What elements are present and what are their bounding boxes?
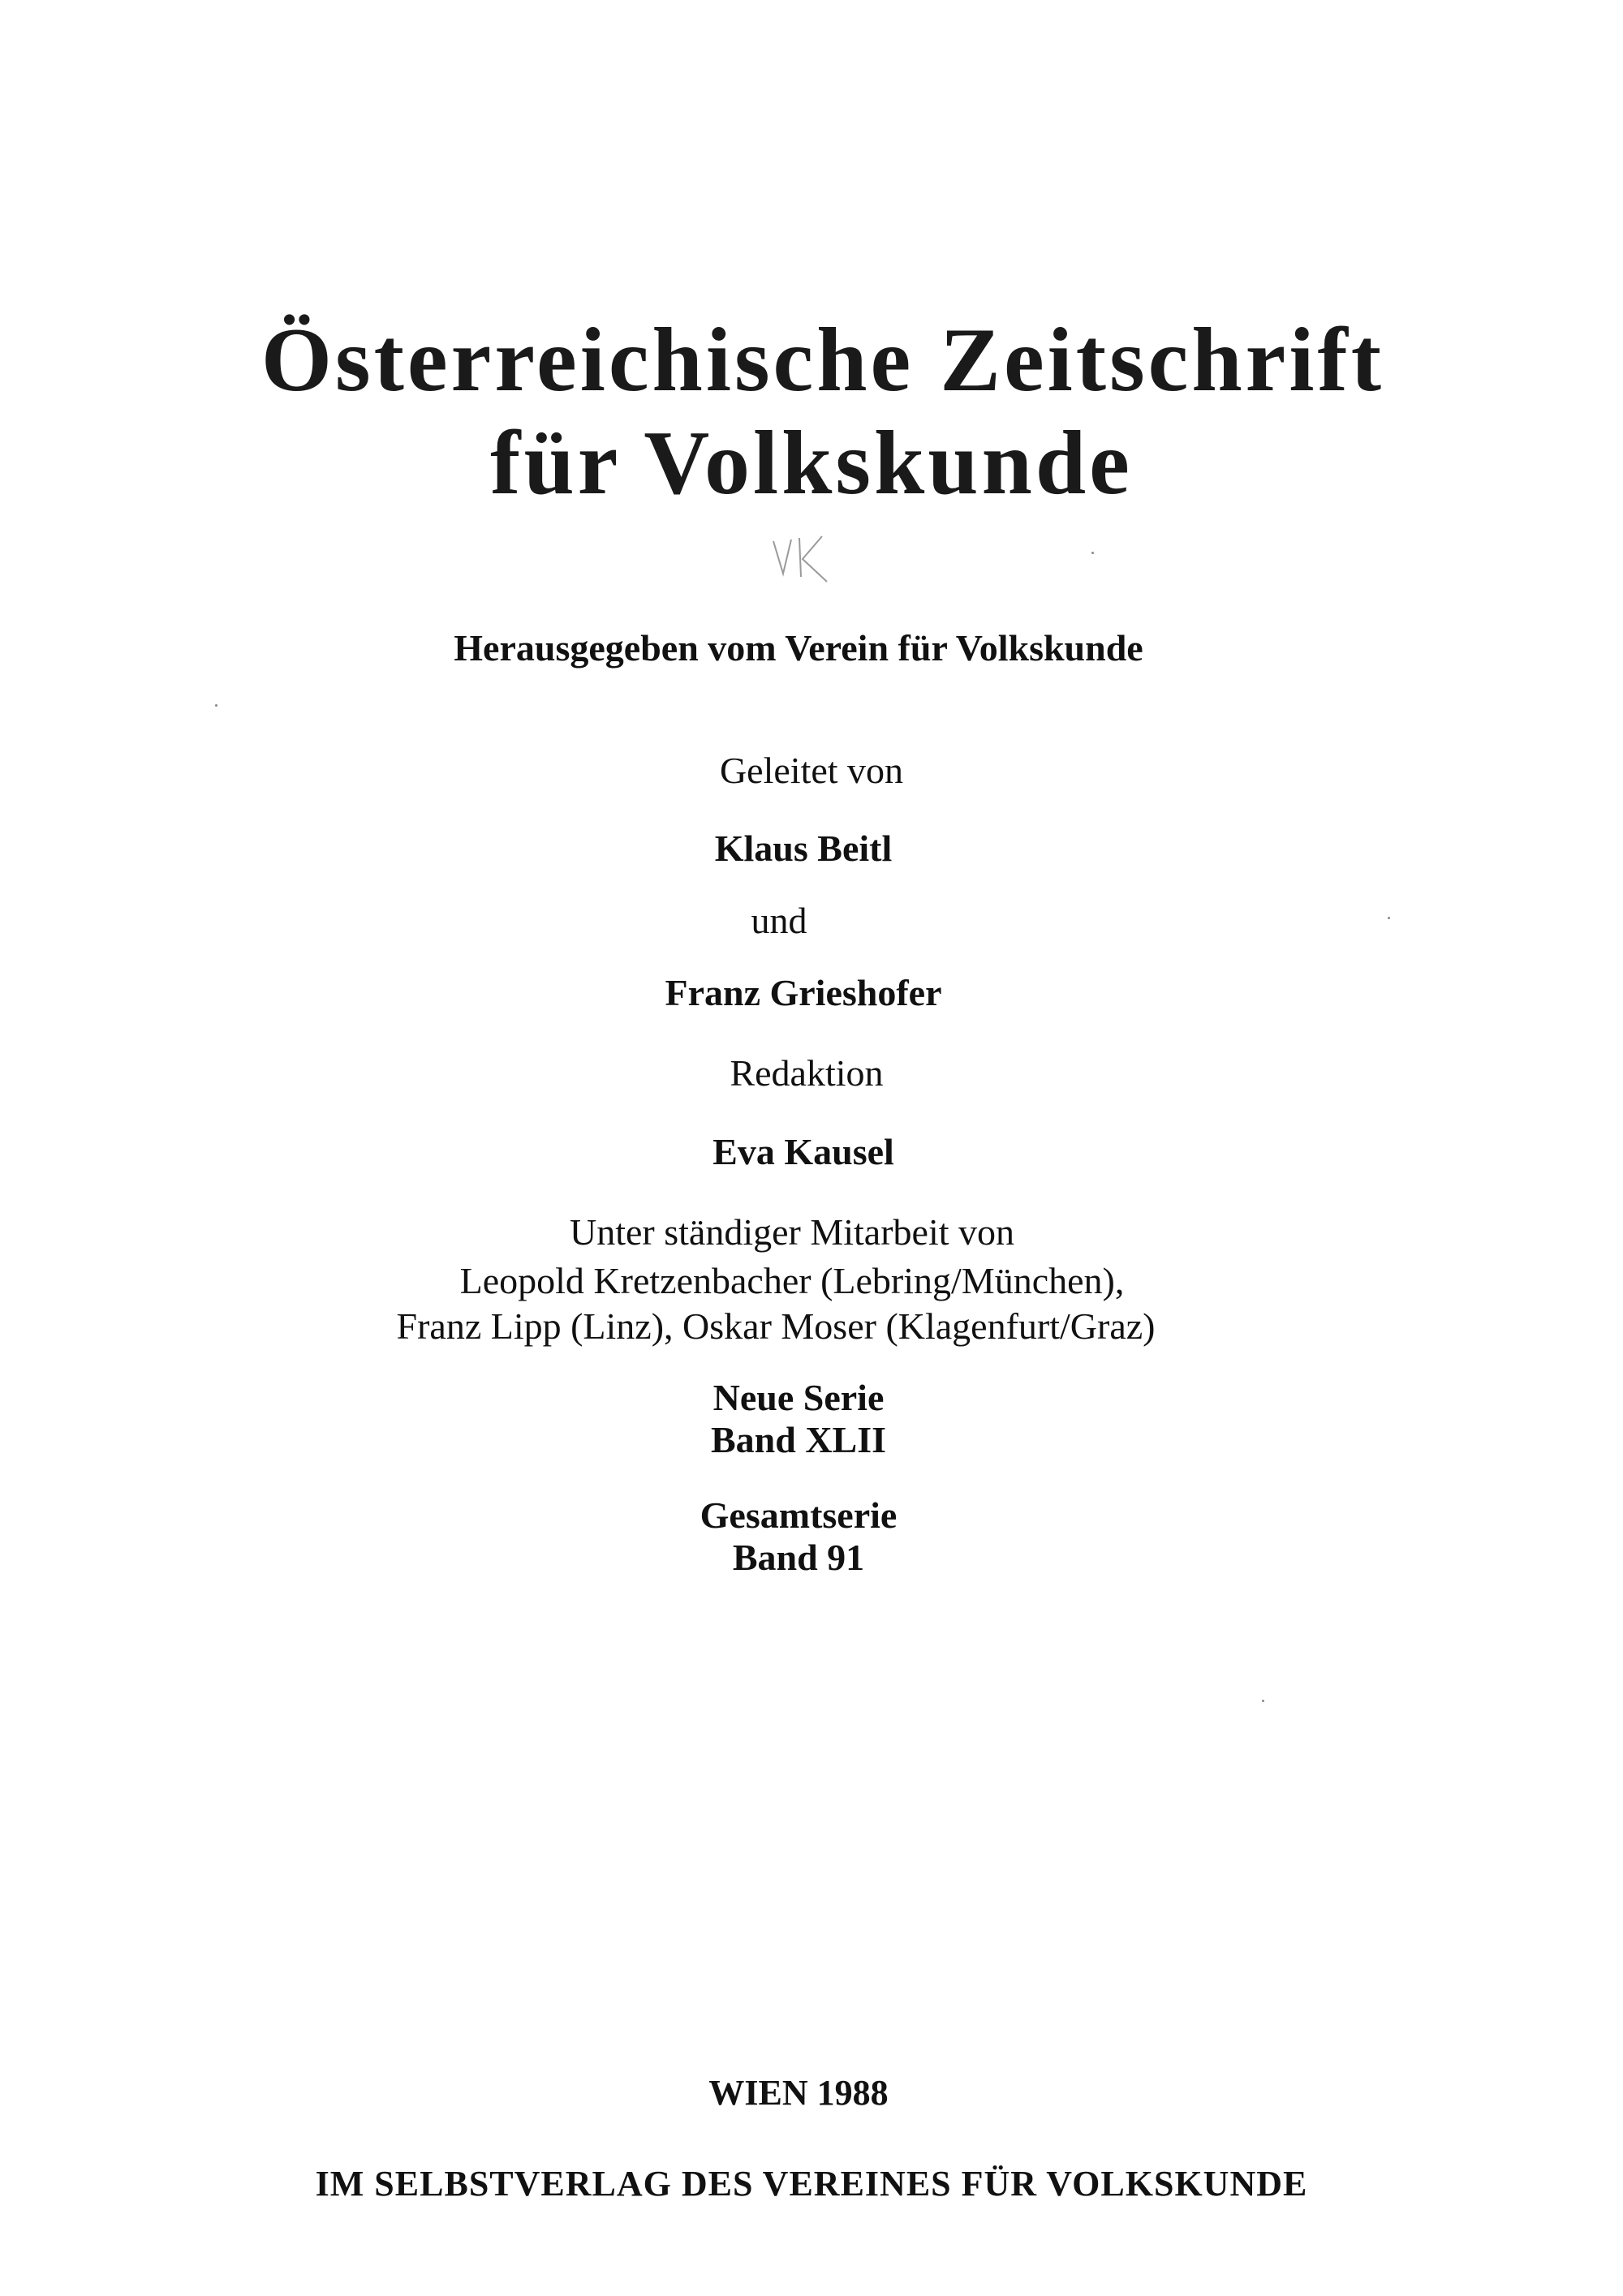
scan-speck xyxy=(1091,552,1094,554)
series-label: Neue Serie xyxy=(712,1377,885,1418)
editors-conjunction: und xyxy=(751,900,807,941)
imprint-place-year: WIEN 1988 xyxy=(708,2073,889,2113)
scan-speck xyxy=(1388,917,1390,919)
contributors-line: Franz Lipp (Linz), Oskar Moser (Klagenfurt/Graz) xyxy=(396,1305,1156,1347)
contributors-intro: Unter ständiger Mitarbeit von xyxy=(569,1211,1015,1253)
editors-intro: Geleitet von xyxy=(719,750,904,791)
publisher-line: Herausgegeben vom Verein für Volkskunde xyxy=(454,627,1143,669)
journal-title-line-1: Österreichische Zeitschrift xyxy=(260,310,1385,411)
editor-name: Klaus Beitl xyxy=(714,828,893,869)
editor-name: Franz Grieshofer xyxy=(665,972,942,1013)
handwritten-mark xyxy=(767,531,848,588)
scan-speck xyxy=(1262,1700,1264,1702)
series-label: Gesamtserie xyxy=(700,1494,898,1536)
scan-speck xyxy=(215,704,217,707)
series-volume: Band XLII xyxy=(710,1419,887,1460)
contributors-line: Leopold Kretzenbacher (Lebring/München), xyxy=(459,1260,1125,1301)
journal-title-line-2: für Volkskunde xyxy=(490,413,1133,514)
imprint-publisher: IM SELBSTVERLAG DES VEREINES FÜR VOLKSKUNDE xyxy=(315,2164,1308,2204)
editorial-name: Eva Kausel xyxy=(712,1131,894,1172)
editorial-label: Redaktion xyxy=(730,1052,884,1094)
series-volume: Band 91 xyxy=(732,1537,865,1578)
